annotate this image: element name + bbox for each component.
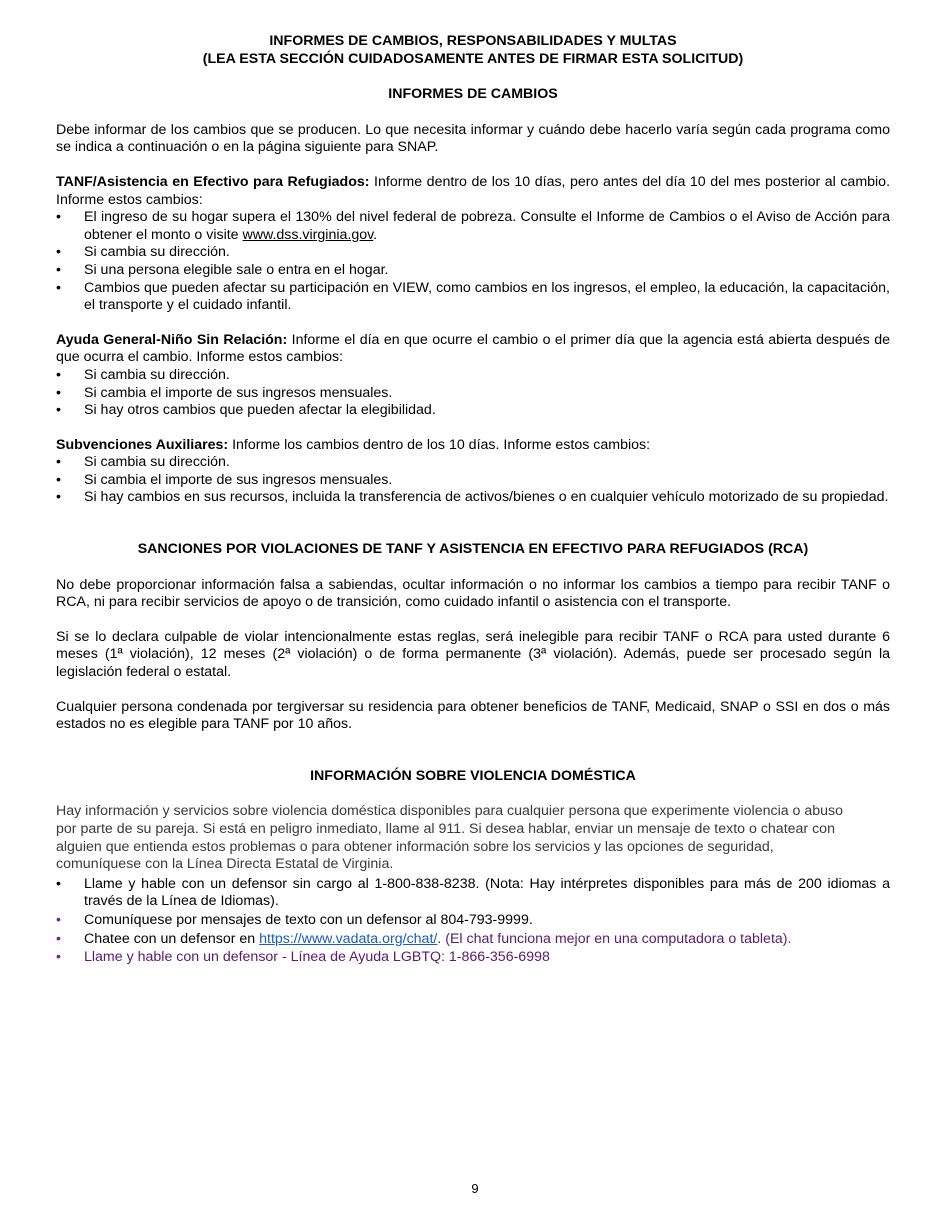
tanf-list (56, 209, 890, 315)
vadata-chat-link[interactable]: https://www.vadata.org/chat/ (259, 930, 438, 947)
header-subtitle: (LEA ESTA SECCIÓN CUIDADOSAMENTE ANTES DE FIRMAR ESTA SOLICITUD) (202, 50, 744, 67)
changes-intro: Debe informar de los cambios que se producen. Lo que necesita informar y cuándo debe hacerlo varía según cada programa como se indica a continuación o en la página siguiente para SNAP. (56, 121, 890, 156)
list-item: • Si cambia el importe de sus ingresos mensuales. (56, 471, 393, 488)
list-item: • Si hay cambios en sus recursos, incluida la transferencia de activos/bienes o en cualquier vehículo motorizado de su propiedad. (56, 489, 889, 506)
general-relief-label: Ayuda General-Niño Sin Relación: (56, 331, 288, 348)
domestic-violence-list (56, 876, 890, 967)
list-item: • Si hay otros cambios que pueden afectar la elegibilidad. (56, 402, 436, 419)
changes-section-title: INFORMES DE CAMBIOS (388, 86, 558, 103)
sanctions-section-title: SANCIONES POR VIOLACIONES DE TANF Y ASISTENCIA EN EFECTIVO PARA REFUGIADOS (RCA) (137, 541, 809, 558)
auxiliary-grants-paragraph (56, 437, 890, 455)
list-item: • Si una persona elegible sale o entra en el hogar. (56, 261, 389, 278)
list-item: • Si cambia su dirección. (56, 454, 230, 471)
list-item: • Si cambia su dirección. (56, 366, 230, 383)
sanctions-paragraph-2: Si se lo declara culpable de violar intencionalmente estas reglas, será inelegible para recibir TANF o RCA para usted durante 6 meses (1ª violación), 12 meses (2ª violación) o de forma permanente (3ª violación). Además, puede ser procesado según la legislación federal o estatal. (56, 628, 890, 681)
document-header (56, 33, 890, 68)
sanctions-paragraph-1: No debe proporcionar información falsa a sabiendas, ocultar información o no informar los cambios a tiempo para recibir TANF o RCA, ni para recibir servicios de apoyo o de transición, como cuidado infantil o asistencia con el transporte. (56, 576, 890, 611)
general-relief-paragraph (56, 332, 890, 367)
domestic-violence-section-title: INFORMACIÓN SOBRE VIOLENCIA DOMÉSTICA (310, 767, 636, 784)
tanf-text: Informe dentro de los 10 días, pero antes del día 10 del mes posterior al cambio. Informe estos cambios: (56, 173, 891, 208)
header-title: INFORMES DE CAMBIOS, RESPONSABILIDADES Y MULTAS (269, 33, 677, 49)
auxiliary-grants-list (56, 454, 890, 507)
list-item: • El ingreso de su hogar supera el 130% del nivel federal de pobreza. Consulte el Informe de Cambios o el Aviso de Acción para obtener el monto o visite www.dss.virginia.gov. (56, 209, 890, 243)
domestic-violence-intro: Hay información y servicios sobre violencia doméstica disponibles para cualquier persona que experimente violencia o abuso por parte de su pareja. Si está en peligro inmediato, llame al 911. Si desea hablar, enviar un mensaje de texto o chatear con alguien que entienda estos problemas o para obtener información sobre los servicios y las opciones de seguridad, comuníquese con la Línea Directa Estatal de Virginia. (56, 803, 844, 873)
list-item: • Llame y hable con un defensor sin cargo al 1-800-838-8238. (Nota: Hay intérpretes disponibles para más de 200 idiomas a través de la Línea de Idiomas). (56, 875, 890, 910)
general-relief-list (56, 367, 890, 420)
tanf-label: TANF/Asistencia en Efectivo para Refugiados: (56, 173, 370, 190)
auxiliary-grants-label: Subvenciones Auxiliares: (56, 436, 229, 453)
sanctions-paragraph-3: Cualquier persona condenada por tergiversar su residencia para obtener beneficios de TANF, Medicaid, SNAP o SSI en dos o más estados no es elegible para TANF por 10 años. (56, 698, 890, 733)
auxiliary-grants-text: Informe los cambios dentro de los 10 días. Informe estos cambios: (228, 436, 651, 453)
list-item: • Si cambia el importe de sus ingresos mensuales. (56, 384, 393, 401)
list-item: • Llame y hable con un defensor - Línea de Ayuda LGBTQ: 1-866-356-6998 (56, 949, 550, 966)
dss-virginia-link[interactable]: www.dss.virginia.gov (242, 226, 374, 243)
list-item: • Chatee con un defensor en https://www.vadata.org/chat/. (El chat funciona mejor en una computadora o tableta). (56, 930, 792, 947)
page-number: 9 (471, 1181, 479, 1196)
list-item: • Cambios que pueden afectar su participación en VIEW, como cambios en los ingresos, el empleo, la educación, la capacitación, el transporte y el cuidado infantil. (56, 279, 890, 314)
list-item: • Si cambia su dirección. (56, 244, 230, 261)
general-relief-text: Informe el día en que ocurre el cambio o el primer día que la agencia está abierta después de que ocurra el cambio. Informe estos cambios: (56, 331, 890, 366)
tanf-paragraph (56, 174, 890, 209)
list-item: • Comuníquese por mensajes de texto con un defensor al 804-793-9999. (56, 911, 533, 928)
